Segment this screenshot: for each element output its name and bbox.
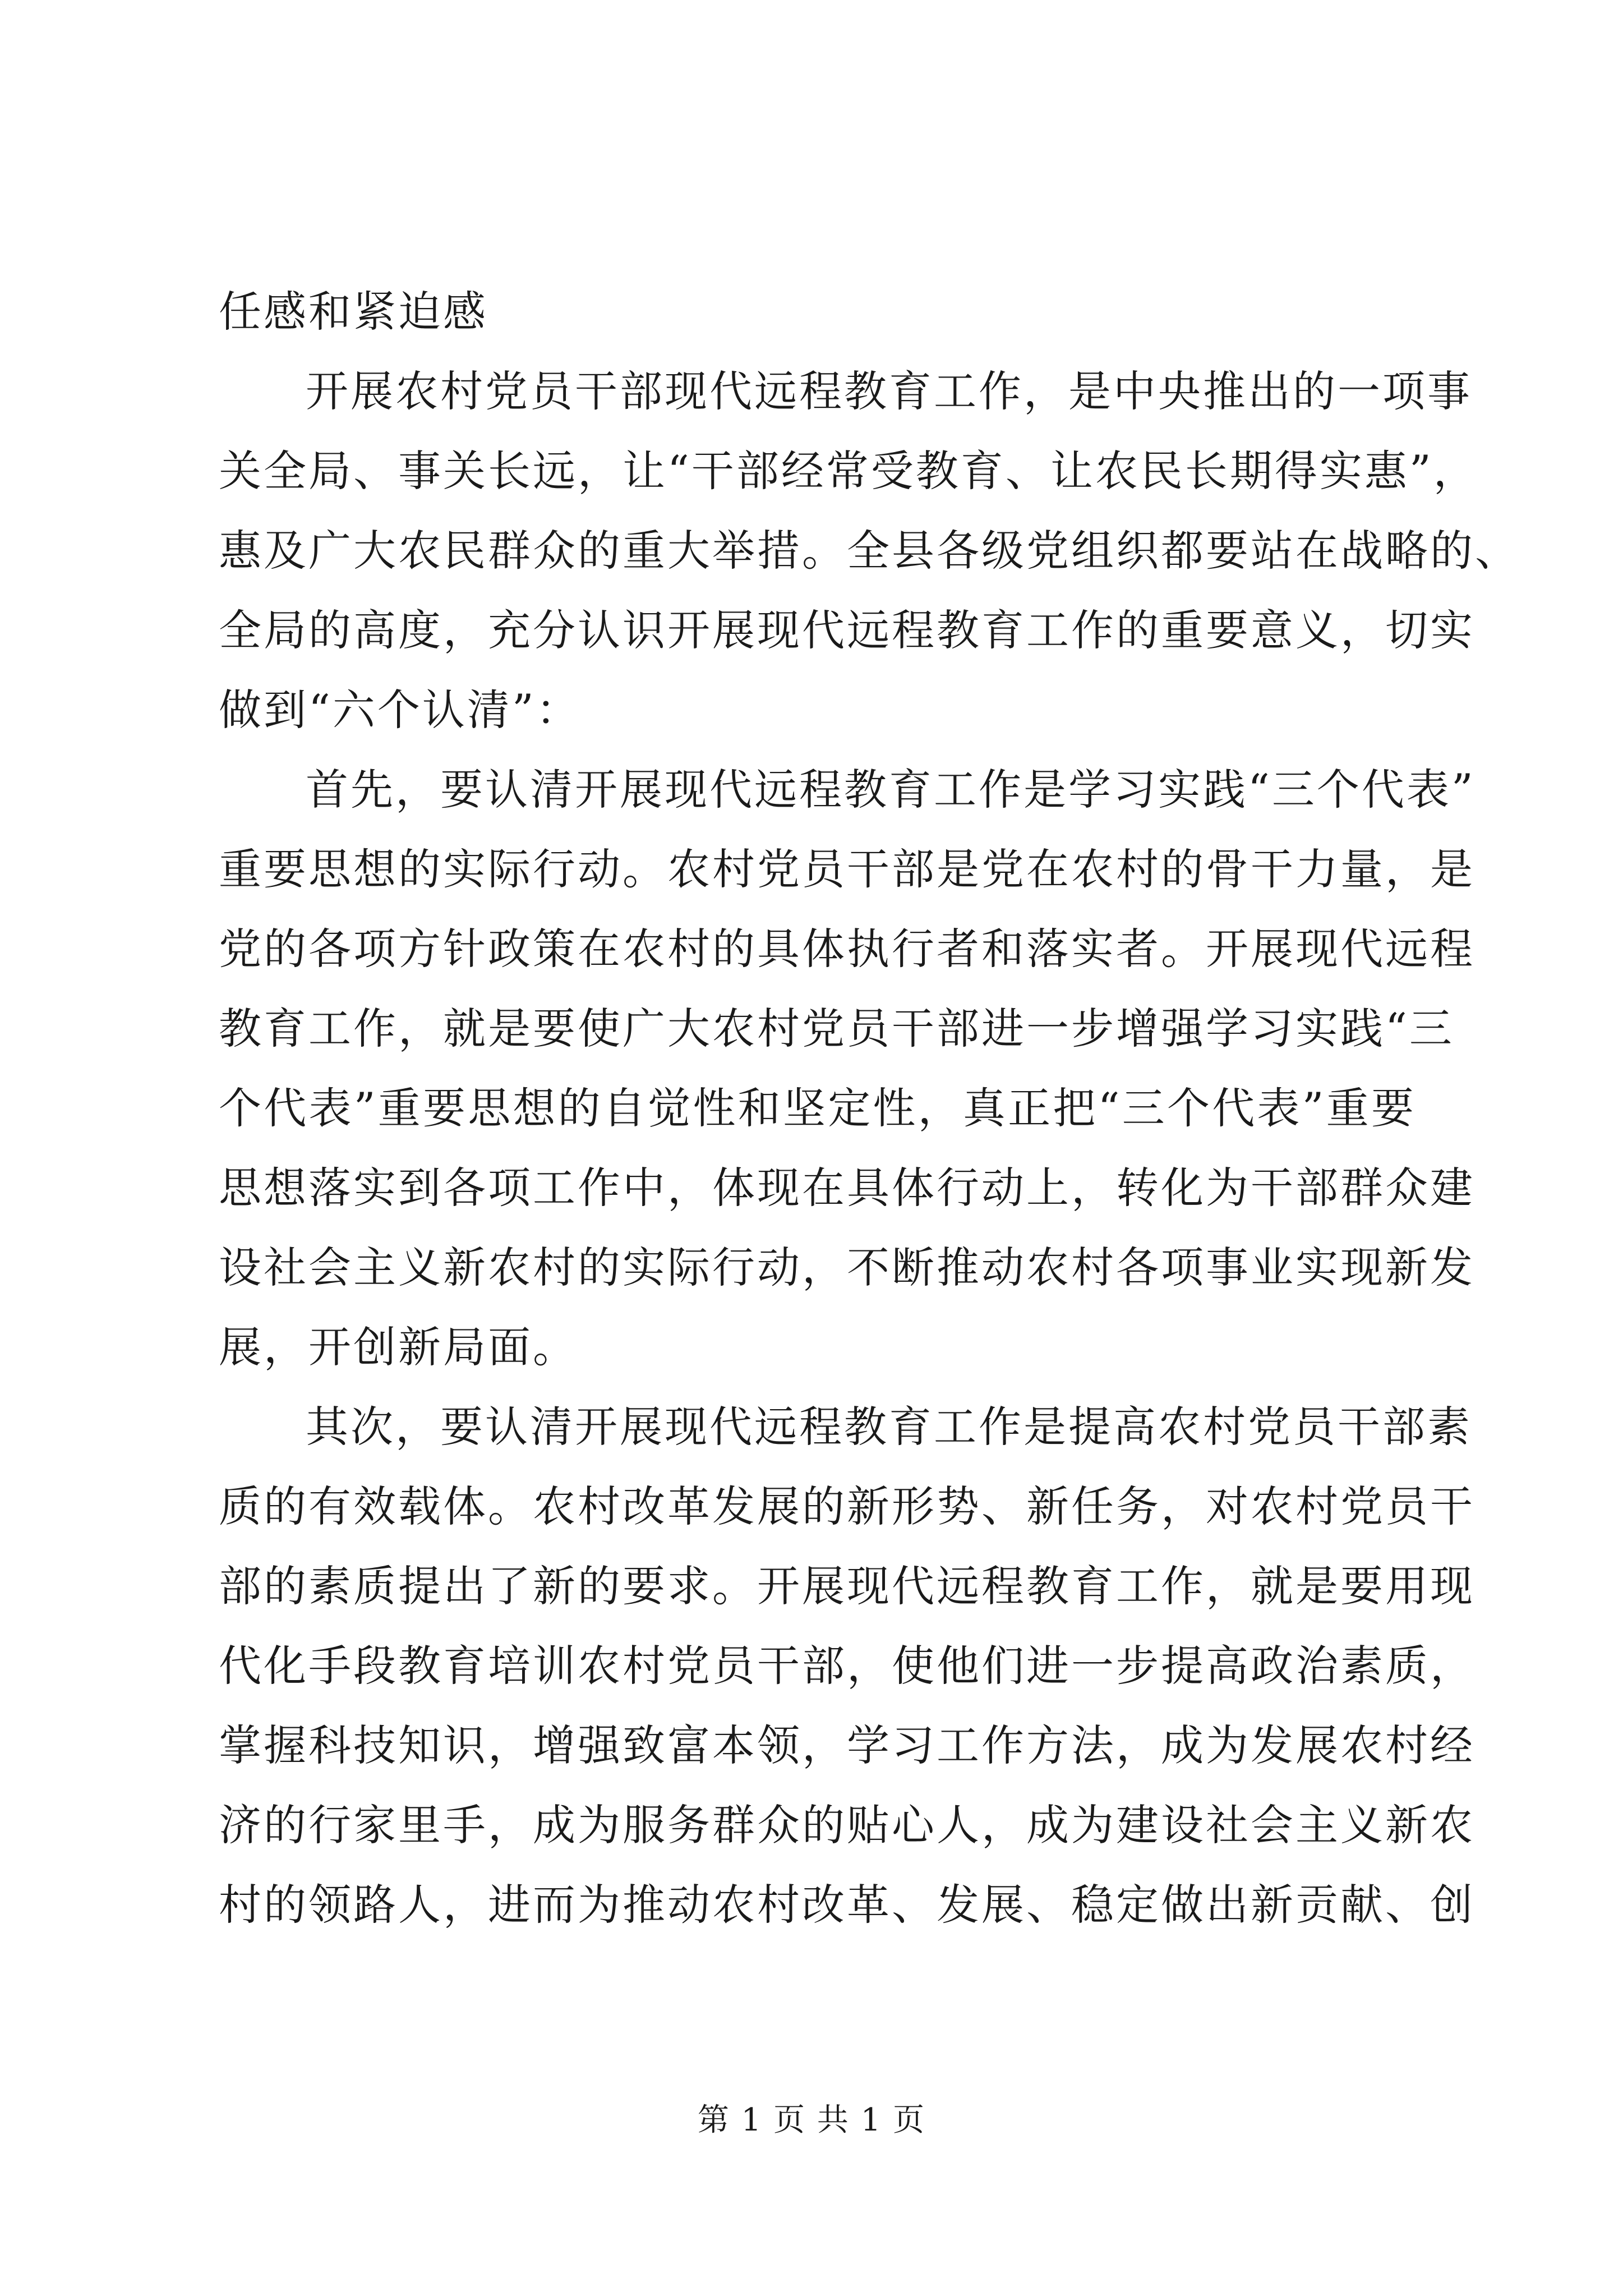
text-line: 教育工作，就是要使广大农村党员干部进一步增强学习实践“三 — [219, 1004, 1454, 1053]
text-line: 任感和紧迫感 — [219, 287, 488, 337]
text-line: 关全局、事关长远，让“干部经常受教育、让农民长期得实惠”， — [219, 446, 1478, 496]
text-line: 质的有效载体。农村改革发展的新形势、新任务，对农村党员干 — [219, 1481, 1475, 1531]
text-line: 思想落实到各项工作中，体现在具体行动上，转化为干部群众建 — [219, 1163, 1475, 1213]
text-line: 党的各项方针政策在农村的具体执行者和落实者。开展现代远程 — [219, 924, 1475, 974]
document-body — [219, 272, 1520, 1945]
text-line: 代化手段教育培训农村党员干部，使他们进一步提高政治素质， — [219, 1641, 1475, 1691]
text-line: 首先，要认清开展现代远程教育工作是学习实践“三个代表” — [306, 765, 1476, 815]
text-line: 掌握科技知识，增强致富本领，学习工作方法，成为发展农村经 — [219, 1720, 1475, 1770]
text-line: 开展农村党员干部现代远程教育工作，是中央推出的一项事 — [306, 366, 1472, 416]
text-line: 全局的高度，充分认识开展现代远程教育工作的重要意义，切实 — [219, 605, 1475, 655]
text-line: 个代表”重要思想的自觉性和坚定性，真正把“三个代表”重要 — [219, 1083, 1416, 1133]
text-line: 其次，要认清开展现代远程教育工作是提高农村党员干部素 — [306, 1402, 1472, 1452]
text-line: 做到“六个认清”： — [219, 685, 581, 735]
text-line: 惠及广大农民群众的重大举措。全县各级党组织都要站在战略的、 — [219, 526, 1520, 576]
text-line: 重要思想的实际行动。农村党员干部是党在农村的骨干力量，是 — [219, 844, 1475, 894]
text-line: 展，开创新局面。 — [219, 1322, 578, 1372]
text-line: 设社会主义新农村的实际行动，不断推动农村各项事业实现新发 — [219, 1243, 1475, 1292]
text-line: 济的行家里手，成为服务群众的贴心人，成为建设社会主义新农 — [219, 1800, 1475, 1850]
text-line: 部的素质提出了新的要求。开展现代远程教育工作，就是要用现 — [219, 1561, 1475, 1611]
text-line: 村的领路人，进而为推动农村改革、发展、稳定做出新贡献、创 — [219, 1880, 1475, 1930]
page-number-footer: 第 1 页 共 1 页 — [697, 2102, 926, 2138]
